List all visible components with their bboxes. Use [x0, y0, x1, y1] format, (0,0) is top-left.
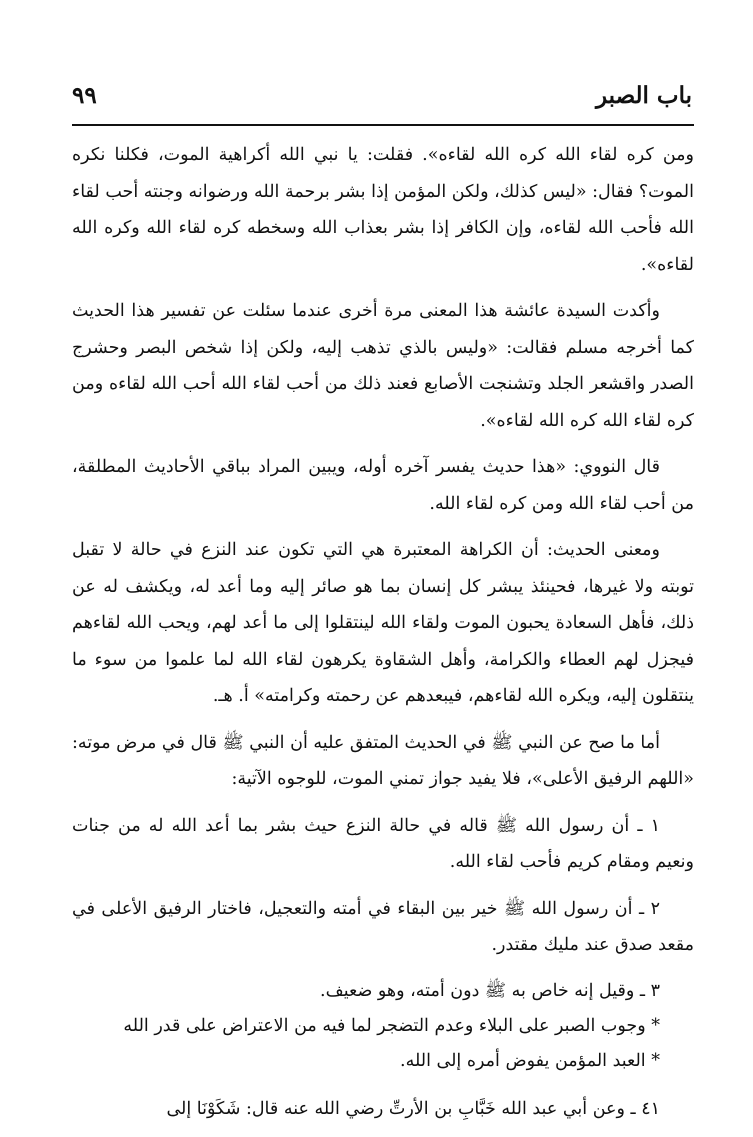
numbered-point: ١ ـ أن رسول الله ﷺ قاله في حالة النزع حيث بشر بما أعد الله له من جنات ونعيم ومقام كريم فأحب لقاء الله.	[72, 815, 694, 872]
paragraph: أما ما صح عن النبي ﷺ في الحديث المتفق عليه أن النبي ﷺ قال في مرض موته: «اللهم الرفيق الأعلى»، فلا يفيد جواز تمني الموت، للوجوه الآتية:	[72, 732, 694, 789]
chapter-title: باب الصبر	[595, 82, 692, 109]
header-rule	[72, 124, 694, 126]
bullet-point: * وجوب الصبر على البلاء وعدم التضجر لما فيه من الاعتراض على قدر الله	[123, 1015, 660, 1036]
paragraph: قال النووي: «هذا حديث يفسر آخره أوله، ويبين المراد بباقي الأحاديث المطلقة، من أحب لقاء الله ومن كره لقاء الله.	[72, 457, 694, 514]
page-body	[72, 137, 694, 1137]
paragraph: ومعنى الحديث: أن الكراهة المعتبرة هي التي تكون عند النزع في حالة لا تقبل توبته ولا غيرها، فحينئذ يبشر كل إنسان بما هو صائر إليه وما أعد له، ويكشف له عن ذلك، فأهل السعادة يحبون الموت ولقاء الله لينتقلوا إلى ما أعد لهم، ويحب الله لقاءهم فيجزل لهم العطاء والكرامة، وأهل الشقاوة يكرهون لقاء الله لما علموا من سوء ما ينتقلون إليه، ويكره الله لقاءهم، فيبعدهم عن رحمته وكرامته» أ. هـ.	[72, 540, 694, 706]
bullet-point: * العبد المؤمن يفوض أمره إلى الله.	[400, 1050, 660, 1071]
numbered-point: ٣ ـ وقيل إنه خاص به ﷺ دون أمته، وهو ضعيف.	[320, 980, 660, 1001]
page-header	[72, 78, 692, 118]
page-number: ٩٩	[72, 82, 97, 109]
paragraph: ومن كره لقاء الله كره الله لقاءه». فقلت: يا نبي الله أكراهية الموت، فكلنا نكره الموت؟ فقال: «ليس كذلك، ولكن المؤمن إذا بشر برحمة الله ورضوانه وجنته أحب لقاء الله فأحب الله لقاءه، وإن الكافر إذا بشر بعذاب الله وسخطه كره لقاء الله وكره الله لقاءه».	[72, 145, 694, 275]
hadith-start-line: ٤١ ـ وعن أبي عبد الله خَبَّابِ بن الأرتِّ رضي الله عنه قال: شَكَوْنَا إلى	[166, 1098, 660, 1119]
paragraph: وأكدت السيدة عائشة هذا المعنى مرة أخرى عندما سئلت عن تفسير هذا الحديث كما أخرجه مسلم فقالت: «وليس بالذي تذهب إليه، ولكن إذا شخص البصر وحشرج الصدر واقشعر الجلد وتشنجت الأصابع فعند ذلك من أحب لقاء الله أحب الله لقاءه ومن كره لقاء الله كره الله لقاءه».	[72, 301, 694, 431]
numbered-point: ٢ ـ أن رسول الله ﷺ خير بين البقاء في أمته والتعجيل، فاختار الرفيق الأعلى في مقعد صدق عند مليك مقتدر.	[72, 898, 694, 955]
